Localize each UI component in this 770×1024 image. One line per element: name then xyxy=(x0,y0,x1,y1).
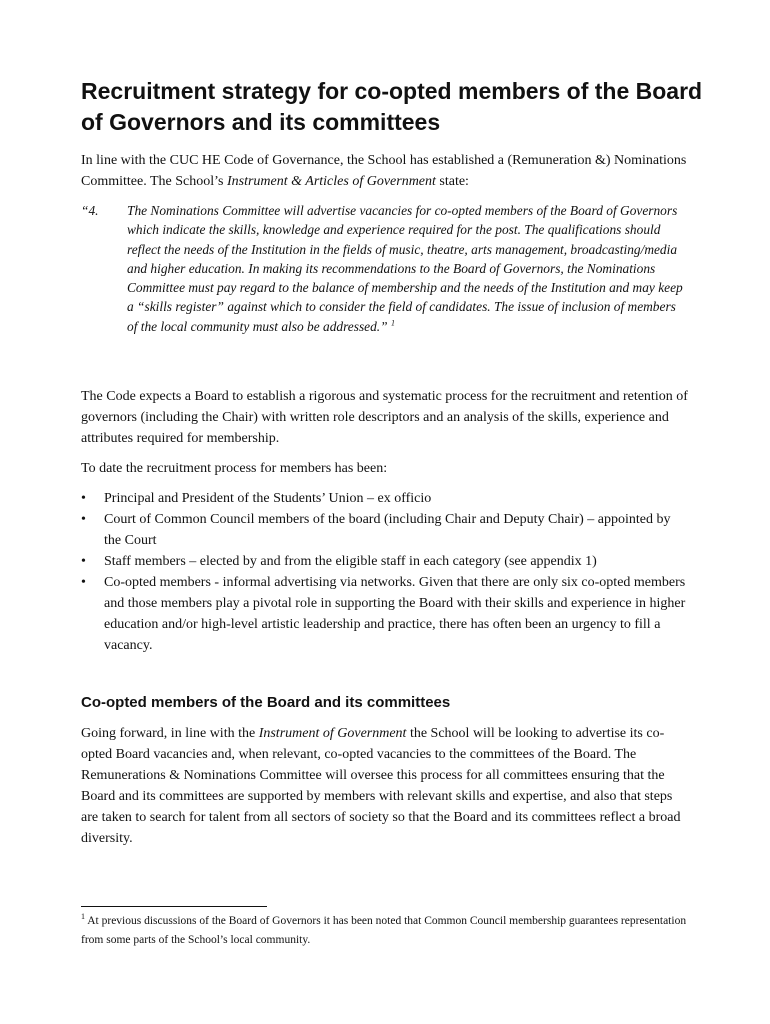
quote-text: The Nominations Committee will advertise vacancies for co-opted members of the Board of Governors which indicate the skills, knowledge and experience required for the post. The qualifications should reflect the needs of the Institution in the fields of music, theatre, arts management, broadcasting/media and higher education. In making its recommendations to the Board of Governors, the Nominations Committee must pay regard to the balance of membership and the needs of the Institution and may keep a “skills register” against which to consider the field of candidates. The issue of inclusion of members of the local community must also be addressed.” xyxy=(127,203,683,334)
footnote-text: At previous discussions of the Board of Governors it has been noted that Common Council membership guarantees representation from some parts of the School’s local community. xyxy=(81,915,687,946)
recruitment-process-list xyxy=(81,488,691,656)
bullet-icon: • xyxy=(81,491,86,506)
intro-emphasis: Instrument & Articles of Government xyxy=(226,174,436,189)
list-item-text: Court of Common Council members of the board (including Chair and Deputy Chair) – appointed by the Court xyxy=(104,512,671,548)
bullet-icon: • xyxy=(81,554,86,569)
footnote-divider xyxy=(81,906,267,907)
list-item xyxy=(81,488,691,509)
going-forward-emphasis: Instrument of Government xyxy=(258,726,407,741)
list-item xyxy=(81,509,691,551)
footnote-number: 1 xyxy=(81,912,85,922)
intro-text-1: In line with the CUC HE Code of Governance, the School has established a (Remuneration &) Nominations Committee. The School’s xyxy=(81,153,687,189)
bullet-icon: • xyxy=(81,512,86,527)
list-item xyxy=(81,572,691,656)
list-item-text: Co-opted members - informal advertising via networks. Given that there are only six co-opted members and those members play a pivotal role in supporting the Board with their skills and experience in higher education and/or high-level artistic leadership and practice, there has often been an urgency to fill a vacancy. xyxy=(104,575,686,653)
code-paragraph: The Code expects a Board to establish a rigorous and systematic process for the recruitment and retention of governors (including the Chair) with written role descriptors and an analysis of the skills, experience and attributes required for membership. xyxy=(81,389,688,446)
bullet-icon: • xyxy=(81,575,86,590)
section-heading: Co-opted members of the Board and its committees xyxy=(81,694,451,711)
list-item-text: Principal and President of the Students’ Union – ex officio xyxy=(104,491,432,506)
going-forward-text-1: Going forward, in line with the xyxy=(81,726,259,741)
intro-paragraph xyxy=(81,150,691,192)
going-forward-paragraph xyxy=(81,723,691,849)
intro-text-2: state: xyxy=(435,174,469,189)
process-intro: To date the recruitment process for members has been: xyxy=(81,461,388,476)
footnote-reference: 1 xyxy=(390,318,395,328)
quote-number: “4. xyxy=(81,203,99,218)
list-item xyxy=(81,551,691,572)
page-title: Recruitment strategy for co-opted members of the Board of Governors and its committees xyxy=(81,78,703,135)
quoted-article xyxy=(127,201,687,336)
footnote xyxy=(81,912,696,950)
going-forward-text-2: the School will be looking to advertise its co-opted Board vacancies and, when relevant, co-opted vacancies to the committees of the Board. The Remunerations & Nominations Committee will oversee this process for all committees ensuring that the Board and its committees are supported by members with relevant skills and expertise, and also that steps are taken to search for talent from all sectors of society so that the Board and its committees reflect a broad diversity. xyxy=(81,726,681,846)
list-item-text: Staff members – elected by and from the eligible staff in each category (see appendix 1) xyxy=(104,554,597,569)
